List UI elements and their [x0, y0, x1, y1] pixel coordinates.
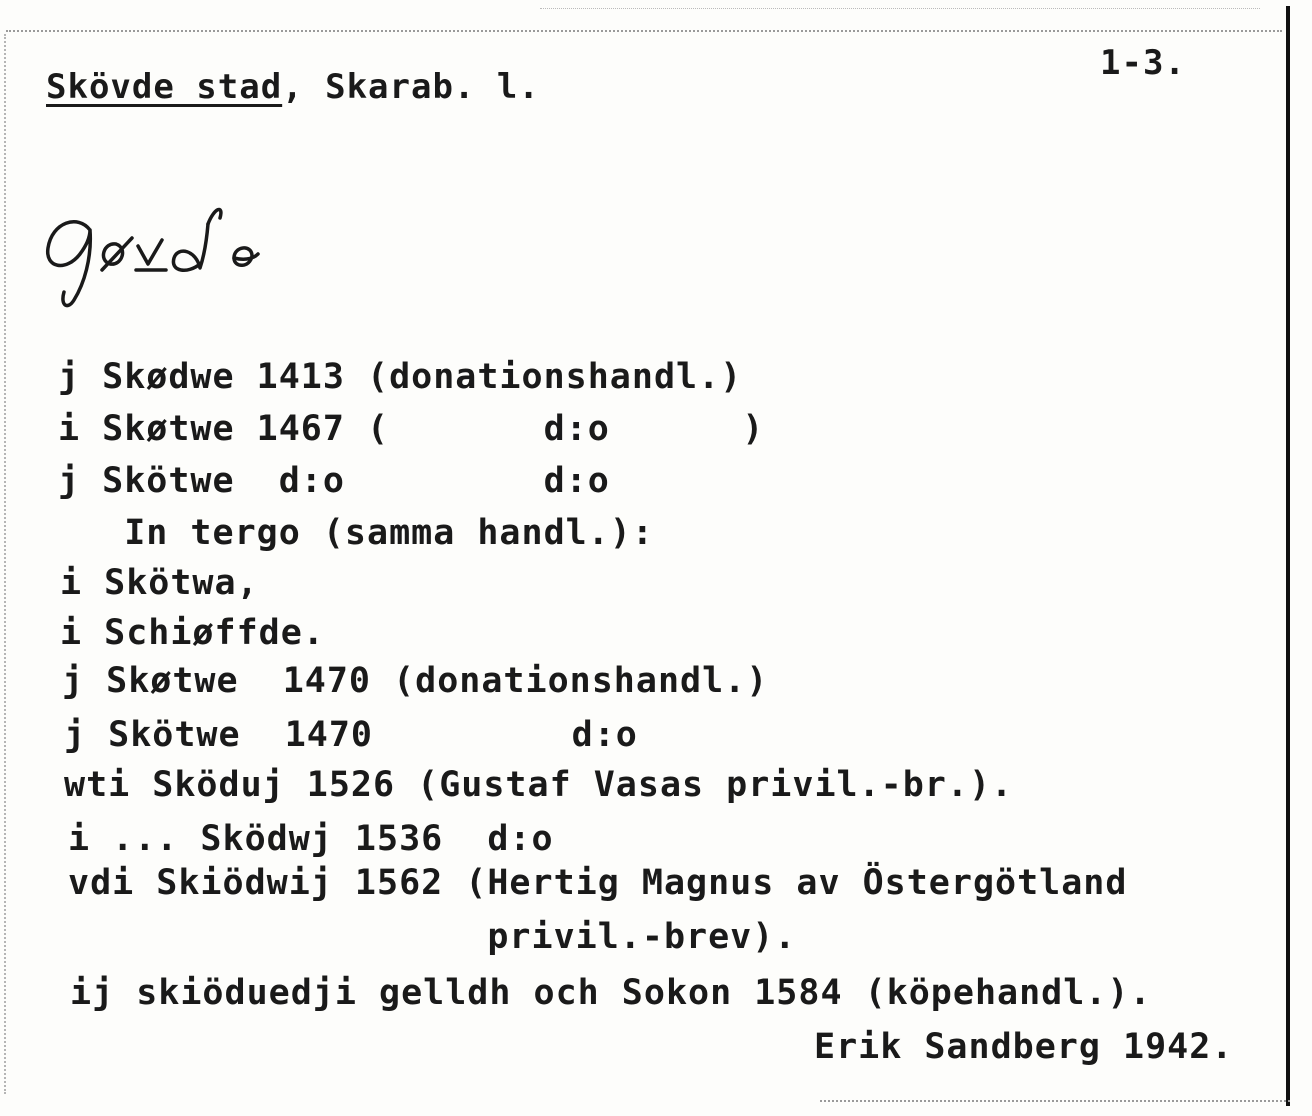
card-left-edge	[4, 34, 6, 1094]
entry-line: ij skiöduedji gelldh och Sokon 1584 (köpehandl.).	[70, 973, 1152, 1013]
entry-line: In tergo (samma handl.):	[58, 513, 654, 553]
entry-line: privil.-brev).	[68, 917, 797, 957]
entry-line: vdi Skiödwij 1562 (Hertig Magnus av Östergötland	[68, 863, 1128, 903]
card-top-edge-shadow	[540, 8, 1260, 9]
entry-line: i Skötwa,	[60, 563, 259, 603]
entry-line: j Skötwe 1470 d:o	[64, 715, 638, 755]
place-name: Skövde stad	[46, 67, 283, 107]
entry-line: i Skøtwe 1467 ( d:o )	[58, 409, 765, 449]
card-header	[46, 67, 540, 107]
card-number: 1-3.	[1100, 43, 1186, 83]
card-top-edge	[6, 30, 1282, 32]
entry-line: wti Sköduj 1526 (Gustaf Vasas privil.-br.).	[64, 765, 1014, 805]
entry-line: j Skøtwe 1470 (donationshandl.)	[62, 661, 769, 701]
card-bottom-edge	[820, 1100, 1290, 1102]
entry-line: i ... Sködwj 1536 d:o	[68, 819, 554, 859]
county-reference: , Skarab. l.	[282, 67, 540, 107]
entry-line: j Skötwe d:o d:o	[58, 461, 610, 501]
card-right-edge	[1286, 6, 1290, 1106]
entry-line: j Skødwe 1413 (donationshandl.)	[58, 357, 743, 397]
author-signature: Erik Sandberg 1942.	[814, 1027, 1234, 1067]
entry-line: i Schiøffde.	[60, 613, 325, 653]
handwritten-gode-form	[38, 188, 318, 318]
